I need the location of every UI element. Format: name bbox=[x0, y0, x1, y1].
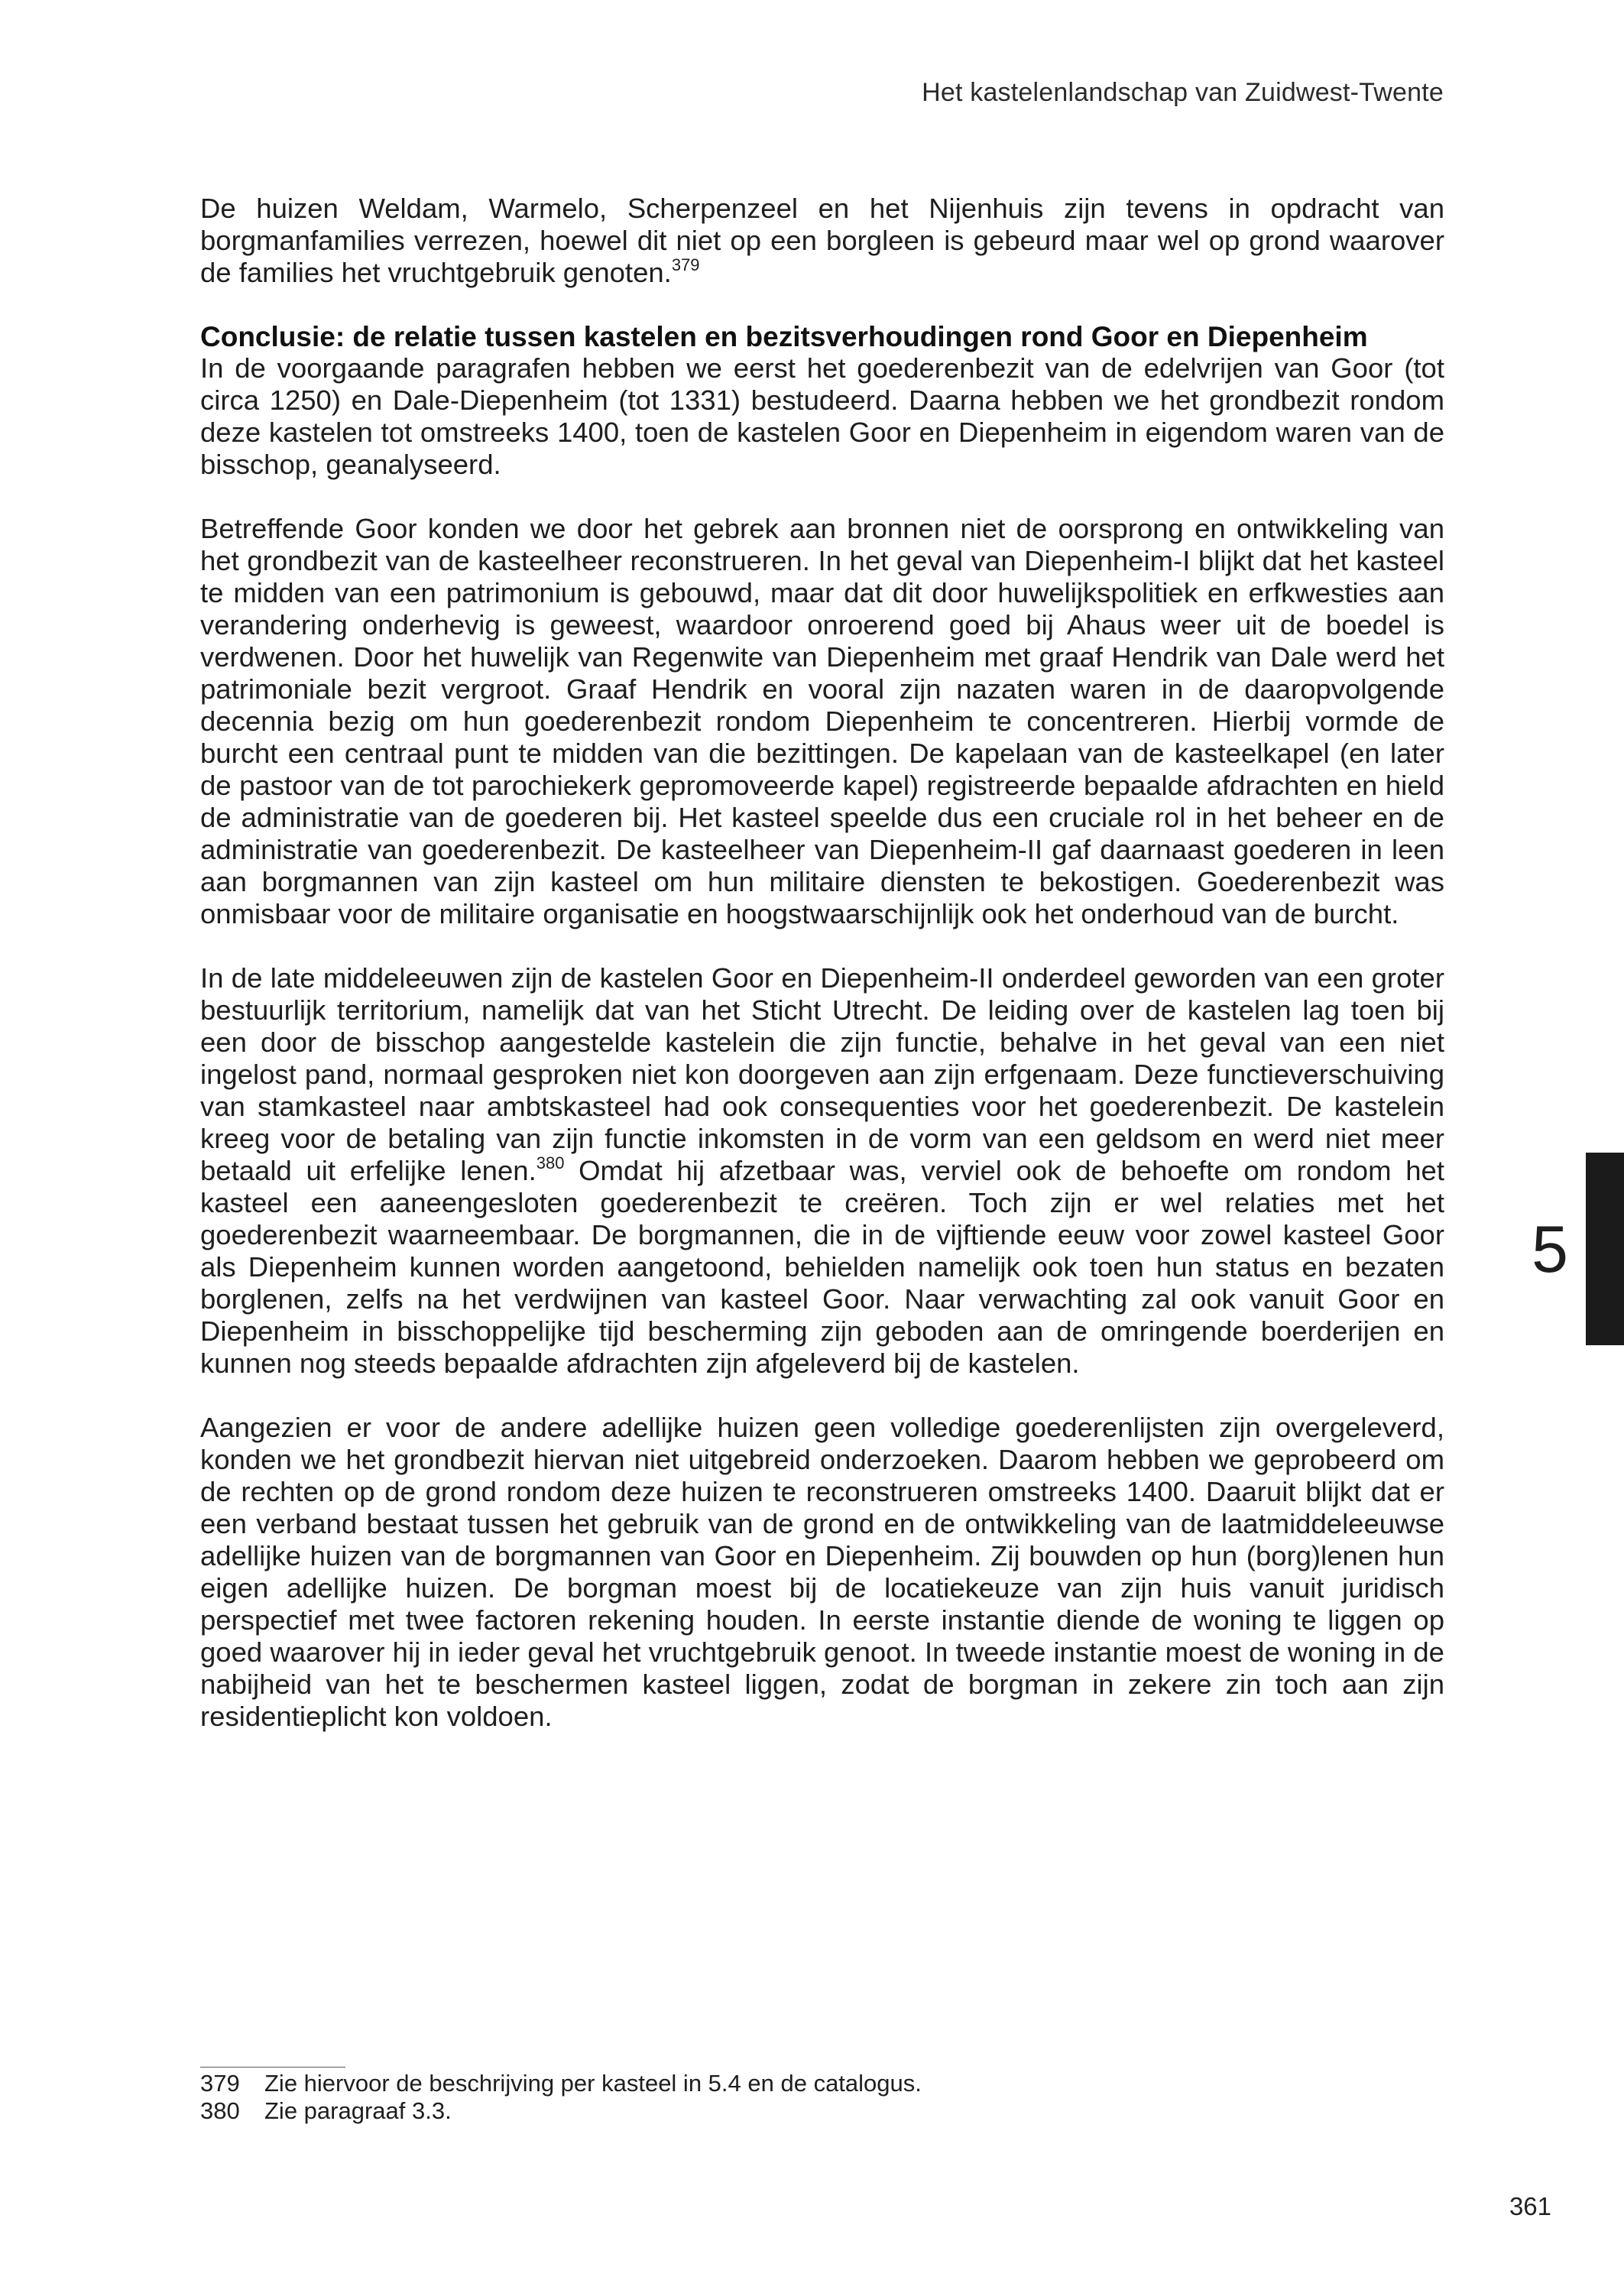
paragraph-intro bbox=[200, 193, 1444, 289]
footnotes bbox=[200, 2070, 1444, 2125]
section-heading: Conclusie: de relatie tussen kastelen en bezitsverhoudingen rond Goor en Diepenheim bbox=[200, 321, 1368, 352]
footnote-ref-379[interactable]: 379 bbox=[671, 255, 700, 274]
paragraph-4: Aangezien er voor de andere adellijke huizen geen volledige goederenlijsten zijn overgeleverd, konden we het grondbezit hiervan niet uitgebreid onderzoeken. Daarom hebben we geprobeerd om de rechten op de grond rondom deze huizen te reconstrueren omstreeks 1400. Daaruit blijkt dat er een verband bestaat tussen het gebruik van de grond en de ontwikkeling van de laatmiddeleeuwse adellijke huizen van de borgmannen van Goor en Diepenheim. Zij bouwden op hun (borg)lenen hun eigen adellijke huizen. De borgman moest bij de locatiekeuze van zijn huis vanuit juridisch perspectief met twee factoren rekening houden. In eerste instantie diende de woning te liggen op goed waarover hij in ieder geval het vruchtgebruik genoot. In tweede instantie moest de woning in de nabijheid van het te beschermen kasteel liggen, zodat de borgman in zekere zin toch aan zijn residentieplicht kon voldoen. bbox=[200, 1412, 1444, 1732]
footnote-380 bbox=[200, 2097, 1444, 2125]
main-text bbox=[200, 193, 1444, 1733]
footnote-text: Zie paragraaf 3.3. bbox=[264, 2097, 452, 2124]
footnote-number: 380 bbox=[200, 2097, 240, 2124]
footnote-ref-380[interactable]: 380 bbox=[536, 1153, 565, 1172]
paragraph-2: Betreffende Goor konden we door het gebrek aan bronnen niet de oorsprong en ontwikkeling van het grondbezit van de kasteelheer reconstrueren. In het geval van Diepenheim-I blijkt dat het kasteel te midden van een patrimonium is gebouwd, maar dat dit door huwelijkspolitiek en erfkwesties aan verandering onderhevig is geweest, waardoor onroerend goed bij Ahaus weer uit de boedel is verdwenen. Door het huwelijk van Regenwite van Diepenheim met graaf Hendrik van Dale werd het patrimoniale bezit vergroot. Graaf Hendrik en vooral zijn nazaten waren in de daaropvolgende decennia bezig om hun goederenbezit rondom Diepenheim te concentreren. Hierbij vormde de burcht een centraal punt te midden van die bezittingen. De kapelaan van de kasteelkapel (en later de pastoor van de tot parochiekerk gepromoveerde kapel) registreerde bepaalde afdrachten en hield de administratie van de goederen bij. Het kasteel speelde dus een cruciale rol in het beheer en de administratie van goederenbezit. De kasteelheer van Diepenheim-II gaf daarnaast goederen in leen aan borgmannen van zijn kasteel om hun militaire diensten te bekostigen. Goederenbezit was onmisbaar voor de militaire organisatie en hoogstwaarschijnlijk ook het onderhoud van de burcht. bbox=[200, 513, 1444, 929]
paragraph-3-text-after: Omdat hij afzetbaar was, verviel ook de behoefte om rondom het kasteel een aaneengesloten goederenbezit te creëren. Toch zijn er wel relaties met het goederenbezit waarneembaar. De borgmannen, die in de vijftiende eeuw voor zowel kasteel Goor als Diepenheim kunnen worden aangetoond, behielden namelijk ook toen hun status en bezaten borglenen, zelfs na het verdwijnen van kasteel Goor. Naar verwachting zal ook vanuit Goor en Diepenheim in bisschoppelijke tijd bescherming zijn geboden aan de omringende boerderijen en kunnen nog steeds bepaalde afdrachten zijn afgeleverd bij de kastelen. bbox=[200, 1155, 1444, 1379]
footnote-divider bbox=[200, 2067, 345, 2068]
footnote-number: 379 bbox=[200, 2070, 240, 2097]
chapter-tab bbox=[1586, 1153, 1624, 1345]
footnote-text: Zie hiervoor de beschrijving per kasteel in 5.4 en de catalogus. bbox=[264, 2070, 922, 2097]
chapter-number: 5 bbox=[1532, 1213, 1568, 1286]
paragraph-1: In de voorgaande paragrafen hebben we eerst het goederenbezit van de edelvrijen van Goor (tot circa 1250) en Dale-Diepenheim (tot 1331) bestudeerd. Daarna hebben we het grondbezit rondom deze kastelen tot omstreeks 1400, toen de kastelen Goor en Diepenheim in eigendom waren van de bisschop, geanalyseerd. bbox=[200, 352, 1444, 480]
paragraph-3-text-before: In de late middeleeuwen zijn de kastelen Goor en Diepenheim-II onderdeel geworden van een groter bestuurlijk territorium, namelijk dat van het Sticht Utrecht. De leiding over de kastelen lag toen bij een door de bisschop aangestelde kastelein die zijn functie, behalve in het geval van een niet ingelost pand, normaal gesproken niet kon doorgeven aan zijn erfgenaam. Deze functieverschuiving van stamkasteel naar ambtskasteel had ook consequenties voor het goederenbezit. De kastelein kreeg voor de betaling van zijn functie inkomsten in de vorm van een geldsom en werd niet meer betaald uit erfelijke lenen. bbox=[200, 962, 1444, 1186]
footnote-379 bbox=[200, 2070, 1444, 2097]
running-header: Het kastelenlandschap van Zuidwest-Twente bbox=[922, 78, 1444, 107]
paragraph-intro-text: De huizen Weldam, Warmelo, Scherpenzeel en het Nijenhuis zijn tevens in opdracht van borgmanfamilies verrezen, hoewel dit niet op een borgleen is gebeurd maar wel op grond waarover de families het vruchtgebruik genoten. bbox=[200, 193, 1444, 288]
paragraph-3 bbox=[200, 962, 1444, 1380]
page-number: 361 bbox=[1509, 2192, 1551, 2220]
